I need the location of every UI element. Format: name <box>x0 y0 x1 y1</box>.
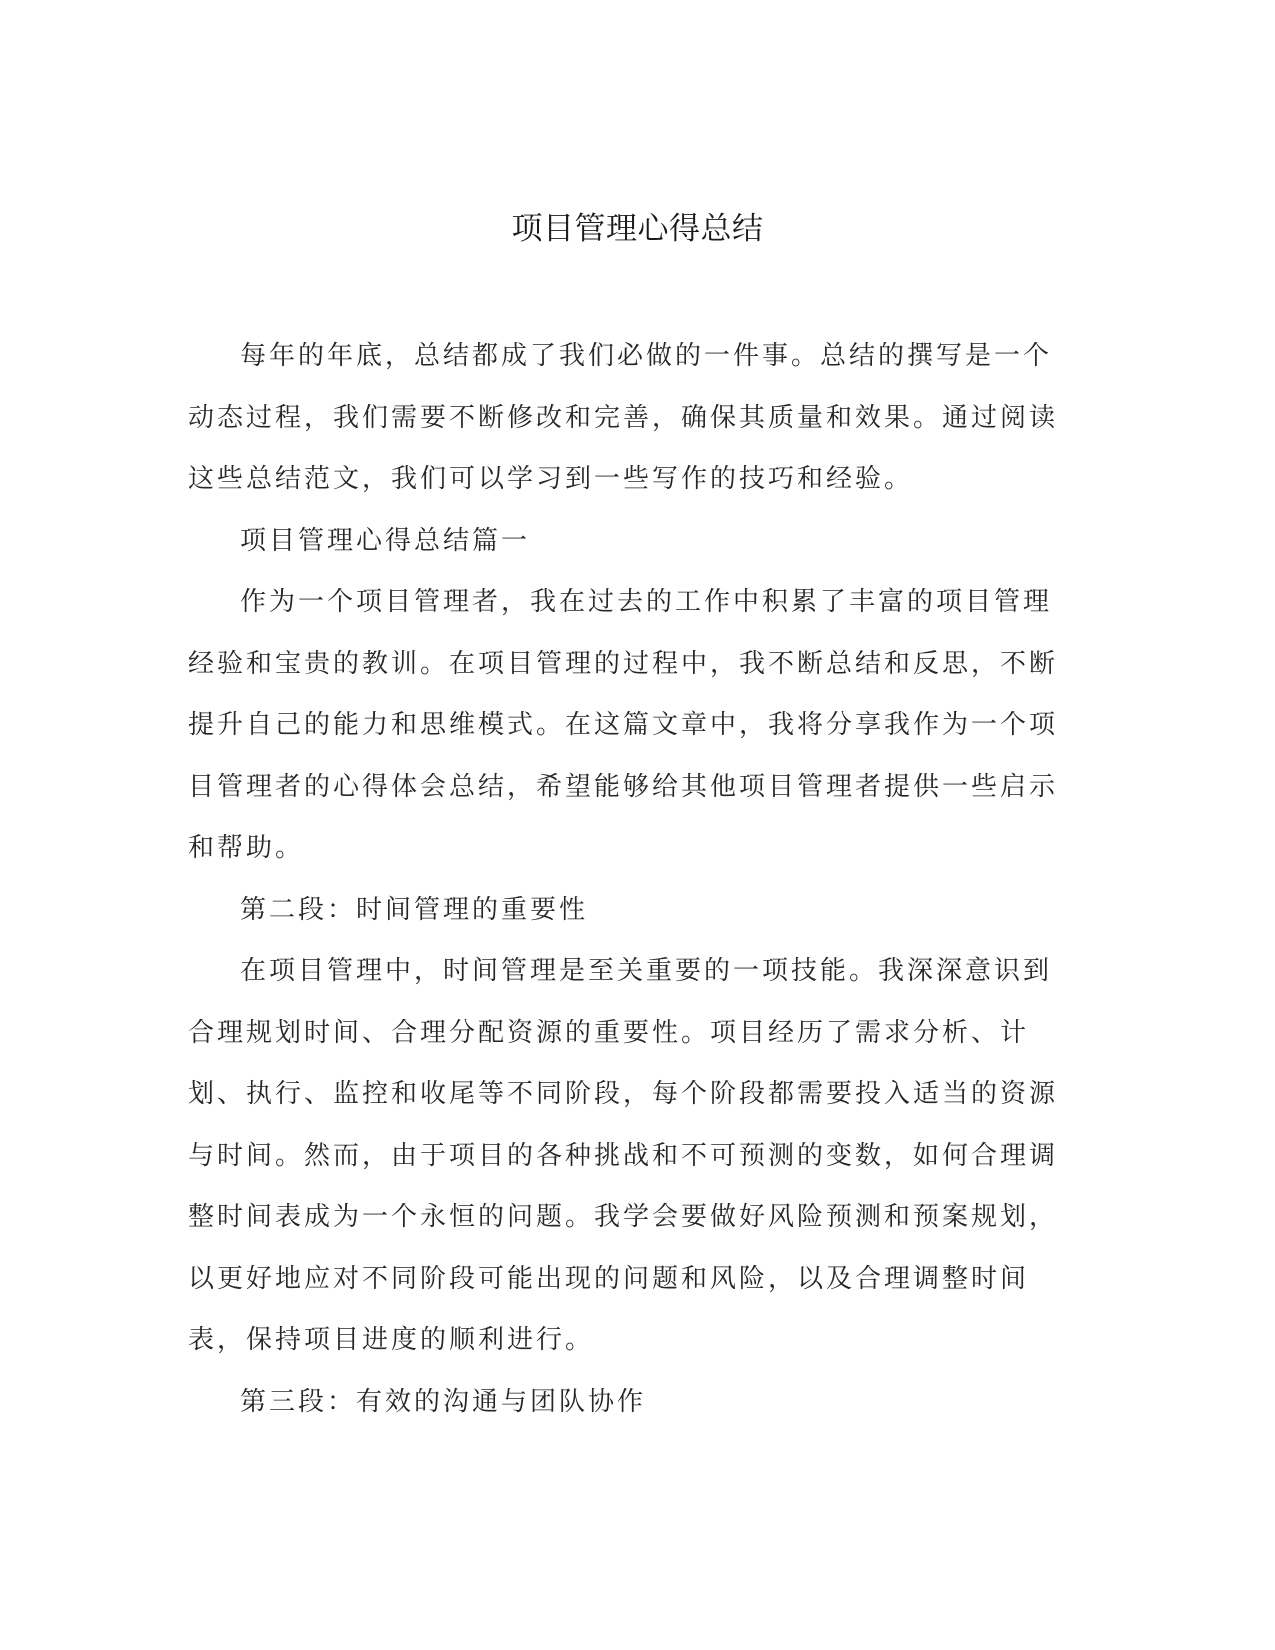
section-heading-part-one: 项目管理心得总结篇一 <box>240 525 531 556</box>
section-heading-communication: 第三段：有效的沟通与团队协作 <box>240 1386 647 1417</box>
document-body <box>188 326 1068 1433</box>
opening-paragraph: 作为一个项目管理者，我在过去的工作中积累了丰富的项目管理经验和宝贵的教训。在项目管理的过程中，我不断总结和反思，不断提升自己的能力和思维模式。在这篇文章中，我将分享我作为一个项目管理者的心得体会总结，希望能够给其他项目管理者提供一些启示和帮助。 <box>188 587 1059 863</box>
section-heading-time-management: 第二段：时间管理的重要性 <box>240 894 589 925</box>
document-title: 项目管理心得总结 <box>511 211 764 247</box>
intro-paragraph: 每年的年底，总结都成了我们必做的一件事。总结的撰写是一个动态过程，我们需要不断修改和完善，确保其质量和效果。通过阅读这些总结范文，我们可以学习到一些写作的技巧和经验。 <box>188 341 1059 494</box>
time-management-paragraph: 在项目管理中，时间管理是至关重要的一项技能。我深深意识到合理规划时间、合理分配资源的重要性。项目经历了需求分析、计划、执行、监控和收尾等不同阶段，每个阶段都需要投入适当的资源与时间。然而，由于项目的各种挑战和不可预测的变数，如何合理调整时间表成为一个永恒的问题。我学会要做好风险预测和预案规划，以更好地应对不同阶段可能出现的问题和风险，以及合理调整时间表，保持项目进度的顺利进行。 <box>188 956 1059 1355</box>
